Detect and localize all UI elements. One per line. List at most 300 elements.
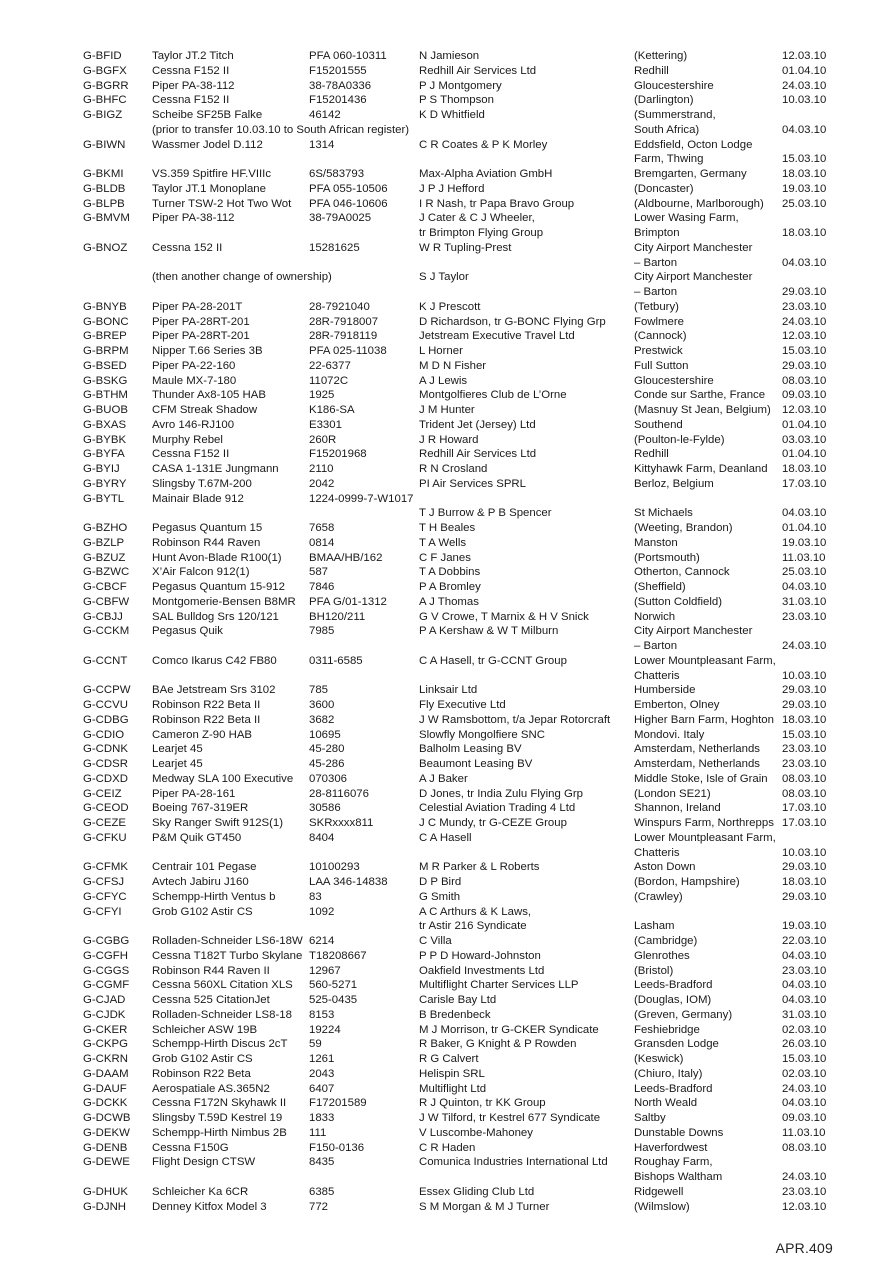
- registration-date: 29.03.10: [782, 359, 827, 372]
- registration-date: 29.03.10: [782, 286, 827, 298]
- owner: Carisle Bay Ltd: [419, 994, 497, 1006]
- registration-date: 24.03.10: [782, 79, 827, 92]
- owner: Comunica Industries International Ltd: [419, 1156, 608, 1169]
- registration-date: 15.03.10: [782, 1053, 827, 1065]
- table-row: [83, 256, 843, 271]
- registration: G-DCWB: [83, 1112, 131, 1124]
- location: Bishops Waltham: [634, 1171, 723, 1183]
- table-row: [83, 551, 843, 566]
- location: Higher Barn Farm, Hoghton: [634, 713, 774, 726]
- page-number: APR.409: [775, 1240, 833, 1256]
- aircraft-type: P&M Quik GT450: [152, 831, 242, 844]
- location: Ridgewell: [634, 1185, 684, 1198]
- registration-date: 18.03.10: [782, 463, 827, 475]
- registration-date: 04.03.10: [782, 256, 827, 269]
- aircraft-type: Schempp-Hirth Nimbus 2B: [152, 1126, 287, 1139]
- table-row: [83, 1008, 843, 1023]
- construction-number: 28R-7918007: [309, 315, 379, 328]
- owner: C A Hasell, tr G-CCNT Group: [419, 654, 567, 667]
- construction-number: 46142: [309, 109, 341, 121]
- aircraft-type: Wassmer Jodel D.112: [152, 138, 263, 151]
- table-row: [83, 949, 843, 964]
- aircraft-type: Robinson R44 Raven II: [152, 964, 270, 977]
- location: (Keswick): [634, 1053, 684, 1065]
- aircraft-type: Robinson R22 Beta II: [152, 699, 261, 711]
- table-row: [83, 1082, 843, 1097]
- location: Leeds-Bradford: [634, 1082, 713, 1095]
- registration-date: 04.03.10: [782, 994, 827, 1006]
- construction-number: E3301: [309, 418, 342, 431]
- owner: Redhill Air Services Ltd: [419, 64, 537, 77]
- registration-date: 23.03.10: [782, 610, 827, 623]
- construction-number: 3682: [309, 713, 335, 726]
- owner: R J Quinton, tr KK Group: [419, 1097, 546, 1110]
- owner: L Horner: [419, 345, 463, 357]
- registration: G-BZLP: [83, 536, 125, 549]
- location: Southend: [634, 418, 683, 431]
- aircraft-type: Piper PA-28-201T: [152, 300, 243, 313]
- aircraft-type: Pegasus Quantum 15: [152, 522, 263, 534]
- aircraft-type: Avtech Jabiru J160: [152, 876, 249, 888]
- aircraft-type: Cessna F172N Skyhawk II: [152, 1097, 287, 1110]
- construction-number: 11072C: [309, 374, 349, 387]
- location: (Weeting, Brandon): [634, 522, 733, 534]
- registration-date: 12.03.10: [782, 404, 827, 416]
- location: North Weald: [634, 1097, 698, 1110]
- table-row: [83, 757, 843, 772]
- registration-date: 24.03.10: [782, 1171, 827, 1183]
- location: Farm, Thwing: [634, 153, 704, 166]
- registration-date: 04.03.10: [782, 1097, 827, 1110]
- table-row: [83, 433, 843, 448]
- aircraft-type: Learjet 45: [152, 743, 203, 756]
- owner: P A Bromley: [419, 581, 481, 593]
- owner: J P J Hefford: [419, 182, 485, 195]
- registration: G-DEKW: [83, 1126, 130, 1139]
- table-row: [83, 1052, 843, 1067]
- registration: G-BYFA: [83, 448, 125, 461]
- construction-number: T18208667: [309, 949, 367, 962]
- owner: K D Whitfield: [419, 109, 485, 121]
- registration: G-CCPW: [83, 684, 131, 697]
- aircraft-type: Murphy Rebel: [152, 433, 223, 446]
- registration-date: 18.03.10: [782, 227, 827, 239]
- construction-number: 59: [309, 1038, 322, 1051]
- note-text: (prior to transfer 10.03.10 to South African register): [152, 123, 410, 136]
- registration: G-BLPB: [83, 197, 125, 210]
- registration: G-CFMK: [83, 861, 128, 874]
- location: Gloucestershire: [634, 79, 714, 92]
- registration-date: 09.03.10: [782, 1112, 827, 1124]
- construction-number: 587: [309, 566, 329, 579]
- location: Brimpton: [634, 227, 680, 239]
- location: (Portsmouth): [634, 551, 700, 564]
- construction-number: 19224: [309, 1023, 341, 1036]
- table-row: [83, 462, 843, 477]
- aircraft-type: Taylor JT.2 Titch: [152, 50, 234, 62]
- location: Mondovi. Italy: [634, 728, 705, 741]
- owner: A J Baker: [419, 772, 468, 785]
- construction-number: 0311-6585: [309, 654, 363, 667]
- table-row: [83, 1141, 843, 1156]
- table-row: [83, 123, 843, 138]
- registration-date: 09.03.10: [782, 389, 827, 402]
- location: – Barton: [634, 256, 678, 269]
- registration-date: 17.03.10: [782, 817, 827, 829]
- registration-date: 19.03.10: [782, 182, 827, 195]
- construction-number: 2042: [309, 477, 335, 490]
- registration-date: 15.03.10: [782, 153, 827, 166]
- table-row: [83, 329, 843, 344]
- registration: G-CEZE: [83, 817, 127, 829]
- location: Humberside: [634, 684, 696, 697]
- owner: M D N Fisher: [419, 359, 487, 372]
- registration: G-BZHO: [83, 522, 128, 534]
- registration: G-BYTL: [83, 492, 125, 505]
- aircraft-type: Centrair 101 Pegase: [152, 861, 257, 874]
- registration: G-BNYB: [83, 300, 127, 313]
- construction-number: 45-286: [309, 758, 345, 770]
- registration-date: 18.03.10: [782, 876, 827, 888]
- construction-number: 0814: [309, 536, 335, 549]
- table-row: [83, 344, 843, 359]
- aircraft-type: Boeing 767-319ER: [152, 802, 249, 815]
- registration: G-BIGZ: [83, 109, 123, 121]
- table-row: [83, 1096, 843, 1111]
- aircraft-type: Rolladen-Schneider LS6-18W: [152, 935, 303, 947]
- table-row: [83, 64, 843, 79]
- location: Lower Mountpleasant Farm,: [634, 831, 776, 844]
- registration: G-CCNT: [83, 654, 128, 667]
- owner: D P Bird: [419, 876, 462, 888]
- table-row: [83, 1111, 843, 1126]
- aircraft-type: Piper PA-28-161: [152, 787, 236, 800]
- registration: G-CJAD: [83, 994, 126, 1006]
- registration: G-CDSR: [83, 758, 128, 770]
- aircraft-type: Piper PA-38-112: [152, 79, 235, 92]
- owner: Trident Jet (Jersey) Ltd: [419, 418, 536, 431]
- construction-number: 28-8116076: [309, 787, 369, 800]
- construction-number: 15281625: [309, 241, 360, 254]
- registration-date: 04.03.10: [782, 507, 827, 520]
- registration-date: 10.03.10: [782, 94, 827, 107]
- registration: G-BRPM: [83, 345, 129, 357]
- registration: G-BGFX: [83, 64, 127, 77]
- location: Gloucestershire: [634, 374, 714, 387]
- table-row: [83, 182, 843, 197]
- registration-date: 01.04.10: [782, 522, 827, 534]
- registration: G-CCVU: [83, 699, 128, 711]
- location: (Chiuro, Italy): [634, 1067, 703, 1080]
- aircraft-register-table: [83, 49, 843, 1214]
- owner: Essex Gliding Club Ltd: [419, 1185, 535, 1198]
- registration: G-CDXD: [83, 772, 128, 785]
- registration-date: 29.03.10: [782, 684, 827, 697]
- registration: G-BYIJ: [83, 463, 120, 475]
- table-row: [83, 610, 843, 625]
- registration: G-DAUF: [83, 1082, 127, 1095]
- construction-number: 525-0435: [309, 994, 358, 1006]
- location: (Poulton-le-Fylde): [634, 433, 725, 446]
- location: Redhill: [634, 448, 669, 461]
- construction-number: 2043: [309, 1067, 335, 1080]
- aircraft-type: Pegasus Quantum 15-912: [152, 581, 285, 593]
- aircraft-type: Grob G102 Astir CS: [152, 1053, 253, 1065]
- construction-number: 3600: [309, 699, 335, 711]
- registration-date: 29.03.10: [782, 861, 827, 874]
- table-row: [83, 49, 843, 64]
- aircraft-type: Slingsby T.67M-200: [152, 477, 252, 490]
- aircraft-type: Maule MX-7-180: [152, 374, 237, 387]
- registration: G-BUOB: [83, 404, 128, 416]
- owner: PI Air Services SPRL: [419, 477, 526, 490]
- registration-date: 23.03.10: [782, 743, 827, 756]
- registration-date: 08.03.10: [782, 374, 827, 387]
- construction-number: 28R-7918119: [309, 330, 378, 343]
- construction-number: 560-5271: [309, 979, 358, 992]
- owner: S J Taylor: [419, 271, 469, 284]
- registration: G-DEWE: [83, 1156, 130, 1169]
- owner: K J Prescott: [419, 300, 481, 313]
- aircraft-type: Nipper T.66 Series 3B: [152, 345, 263, 357]
- location: City Airport Manchester: [634, 241, 753, 254]
- location: (Greven, Germany): [634, 1008, 733, 1021]
- construction-number: LAA 346-14838: [309, 876, 388, 888]
- registration: G-BNOZ: [83, 241, 128, 254]
- table-row: [83, 1155, 843, 1170]
- owner: Balholm Leasing BV: [419, 743, 522, 756]
- registration-date: 01.04.10: [782, 448, 827, 461]
- location: Amsterdam, Netherlands: [634, 758, 760, 770]
- registration: G-BONC: [83, 315, 129, 328]
- aircraft-type: Aerospatiale AS.365N2: [152, 1082, 270, 1095]
- table-row: [83, 167, 843, 182]
- owner: Redhill Air Services Ltd: [419, 448, 537, 461]
- aircraft-type: Schleicher Ka 6CR: [152, 1185, 249, 1198]
- construction-number: 45-280: [309, 743, 345, 756]
- owner: R G Calvert: [419, 1053, 479, 1065]
- table-row: [83, 683, 843, 698]
- owner: Linksair Ltd: [419, 684, 478, 697]
- registration-date: 04.03.10: [782, 581, 827, 593]
- construction-number: 38-79A0025: [309, 212, 372, 225]
- table-row: [83, 816, 843, 831]
- location: Fowlmere: [634, 315, 685, 328]
- location: Redhill: [634, 64, 669, 77]
- location: Amsterdam, Netherlands: [634, 743, 760, 756]
- registration-date: 31.03.10: [782, 1008, 827, 1021]
- registration-date: 08.03.10: [782, 772, 827, 785]
- aircraft-type: Montgomerie-Bensen B8MR: [152, 595, 296, 608]
- table-row: [83, 934, 843, 949]
- location: (Crawley): [634, 890, 683, 903]
- table-row: [83, 506, 843, 521]
- location: (Aldbourne, Marlborough): [634, 197, 764, 210]
- location: (Tetbury): [634, 300, 679, 313]
- registration-date: 31.03.10: [782, 595, 827, 608]
- registration: G-BYBK: [83, 433, 127, 446]
- construction-number: 785: [309, 684, 329, 697]
- construction-number: PFA 025-11038: [309, 345, 387, 357]
- registration: G-DHUK: [83, 1185, 128, 1198]
- owner: W R Tupling-Prest: [419, 241, 512, 254]
- construction-number: 1314: [309, 138, 335, 151]
- registration: G-CBCF: [83, 581, 127, 593]
- registration: G-BFID: [83, 50, 122, 62]
- table-row: [83, 787, 843, 802]
- aircraft-type: Schleicher ASW 19B: [152, 1023, 258, 1036]
- table-row: [83, 79, 843, 94]
- table-row: [83, 905, 843, 920]
- table-row: [83, 447, 843, 462]
- aircraft-type: Mainair Blade 912: [152, 492, 244, 505]
- aircraft-type: Robinson R22 Beta: [152, 1067, 251, 1080]
- aircraft-type: Cessna F152 II: [152, 94, 230, 107]
- table-row: [83, 270, 843, 285]
- registration-date: 02.03.10: [782, 1067, 827, 1080]
- owner: T A Wells: [419, 536, 467, 549]
- owner: C F Janes: [419, 551, 471, 564]
- construction-number: F17201589: [309, 1097, 367, 1110]
- aircraft-type: Cessna F150G: [152, 1141, 229, 1154]
- construction-number: F15201555: [309, 64, 367, 77]
- registration-date: 19.03.10: [782, 920, 827, 933]
- aircraft-type: Sky Ranger Swift 912S(1): [152, 817, 284, 829]
- location: Roughay Farm,: [634, 1156, 713, 1169]
- owner: Fly Executive Ltd: [419, 699, 506, 711]
- registration: G-CDNK: [83, 743, 128, 756]
- aircraft-type: Schempp-Hirth Discus 2cT: [152, 1038, 288, 1051]
- construction-number: 1224-0999-7-W1017: [309, 492, 414, 505]
- location: (Sheffield): [634, 581, 686, 593]
- construction-number: PFA 046-10606: [309, 197, 388, 210]
- owner: G Smith: [419, 890, 461, 903]
- aircraft-type: Scheibe SF25B Falke: [152, 109, 263, 121]
- owner: T J Burrow & P B Spencer: [419, 507, 552, 520]
- table-row: [83, 669, 843, 684]
- construction-number: 1833: [309, 1112, 335, 1124]
- aircraft-type: SAL Bulldog Srs 120/121: [152, 610, 279, 623]
- registration: G-BGRR: [83, 79, 129, 92]
- location: (Doncaster): [634, 182, 694, 195]
- location: Leeds-Bradford: [634, 979, 713, 992]
- registration-date: 08.03.10: [782, 787, 827, 800]
- registration-date: 23.03.10: [782, 964, 827, 977]
- table-row: [83, 241, 843, 256]
- aircraft-type: Taylor JT.1 Monoplane: [152, 182, 266, 195]
- table-row: [83, 831, 843, 846]
- owner: V Luscombe-Mahoney: [419, 1126, 533, 1139]
- registration-date: 24.03.10: [782, 315, 827, 328]
- location: Middle Stoke, Isle of Grain: [634, 772, 768, 785]
- location: Manston: [634, 536, 678, 549]
- registration-date: 12.03.10: [782, 1200, 827, 1213]
- registration-date: 12.03.10: [782, 50, 827, 62]
- registration: G-BHFC: [83, 94, 127, 107]
- aircraft-type: Denney Kitfox Model 3: [152, 1200, 267, 1213]
- aircraft-type: Cessna F152 II: [152, 448, 230, 461]
- location: (Cambridge): [634, 935, 698, 947]
- registration-date: 29.03.10: [782, 699, 827, 711]
- table-row: [83, 138, 843, 153]
- registration: G-CFSJ: [83, 876, 125, 888]
- location: Berloz, Belgium: [634, 477, 714, 490]
- owner: Multiflight Charter Services LLP: [419, 979, 579, 992]
- aircraft-type: Robinson R22 Beta II: [152, 713, 261, 726]
- registration-date: 23.03.10: [782, 300, 827, 313]
- owner: J W Tilford, tr Kestrel 677 Syndicate: [419, 1112, 601, 1124]
- location: (Darlington): [634, 94, 694, 107]
- owner: A C Arthurs & K Laws,: [419, 905, 532, 918]
- construction-number: 12967: [309, 964, 341, 977]
- construction-number: 6407: [309, 1082, 335, 1095]
- registration: G-CDIO: [83, 728, 125, 741]
- table-row: [83, 860, 843, 875]
- owner: M R Parker & L Roberts: [419, 861, 540, 874]
- location: Eddsfield, Octon Lodge: [634, 138, 753, 151]
- location: City Airport Manchester: [634, 271, 753, 284]
- registration-date: 12.03.10: [782, 330, 827, 343]
- construction-number: 83: [309, 890, 322, 903]
- owner: A J Thomas: [419, 595, 479, 608]
- table-row: [83, 565, 843, 580]
- owner: Beaumont Leasing BV: [419, 758, 533, 770]
- owner: T A Dobbins: [419, 566, 481, 579]
- aircraft-type: Cessna 560XL Citation XLS: [152, 979, 293, 992]
- registration: G-CGBG: [83, 935, 130, 947]
- location: Emberton, Olney: [634, 699, 720, 711]
- construction-number: 10695: [309, 728, 341, 741]
- aircraft-type: VS.359 Spitfire HF.VIIIc: [152, 168, 272, 180]
- aircraft-type: Flight Design CTSW: [152, 1156, 256, 1169]
- location: (Bristol): [634, 964, 674, 977]
- registration-date: 23.03.10: [782, 1185, 827, 1198]
- construction-number: 6S/583793: [309, 168, 365, 180]
- location: Lower Mountpleasant Farm,: [634, 654, 776, 667]
- construction-number: 1092: [309, 905, 335, 918]
- owner: P P D Howard-Johnston: [419, 949, 541, 962]
- registration: G-DCKK: [83, 1097, 128, 1110]
- construction-number: 1925: [309, 389, 335, 402]
- construction-number: 772: [309, 1200, 329, 1213]
- aircraft-type: Medway SLA 100 Executive: [152, 772, 294, 785]
- aircraft-type: Piper PA-28RT-201: [152, 330, 250, 343]
- owner: J Cater & C J Wheeler,: [419, 212, 535, 225]
- aircraft-type: Learjet 45: [152, 758, 203, 770]
- owner: Oakfield Investments Ltd: [419, 964, 545, 977]
- aircraft-type: CFM Streak Shadow: [152, 404, 258, 416]
- location: Dunstable Downs: [634, 1126, 724, 1139]
- registration: G-CFYI: [83, 905, 122, 918]
- aircraft-type: Thunder Ax8-105 HAB: [152, 389, 266, 402]
- location: Saltby: [634, 1112, 666, 1124]
- registration: G-CEIZ: [83, 787, 122, 800]
- owner: C A Hasell: [419, 831, 472, 844]
- aircraft-type: CASA 1-131E Jungmann: [152, 463, 279, 475]
- registration-date: 26.03.10: [782, 1038, 827, 1051]
- table-row: [83, 1037, 843, 1052]
- location: (Sutton Coldfield): [634, 595, 723, 608]
- registration: G-BREP: [83, 330, 127, 343]
- construction-number: 6385: [309, 1185, 335, 1198]
- registration: G-CGFH: [83, 949, 128, 962]
- owner: tr Brimpton Flying Group: [419, 227, 544, 239]
- location: Shannon, Ireland: [634, 802, 721, 815]
- registration: G-CBFW: [83, 595, 130, 608]
- table-row: [83, 477, 843, 492]
- table-row: [83, 521, 843, 536]
- construction-number: F15201968: [309, 448, 367, 461]
